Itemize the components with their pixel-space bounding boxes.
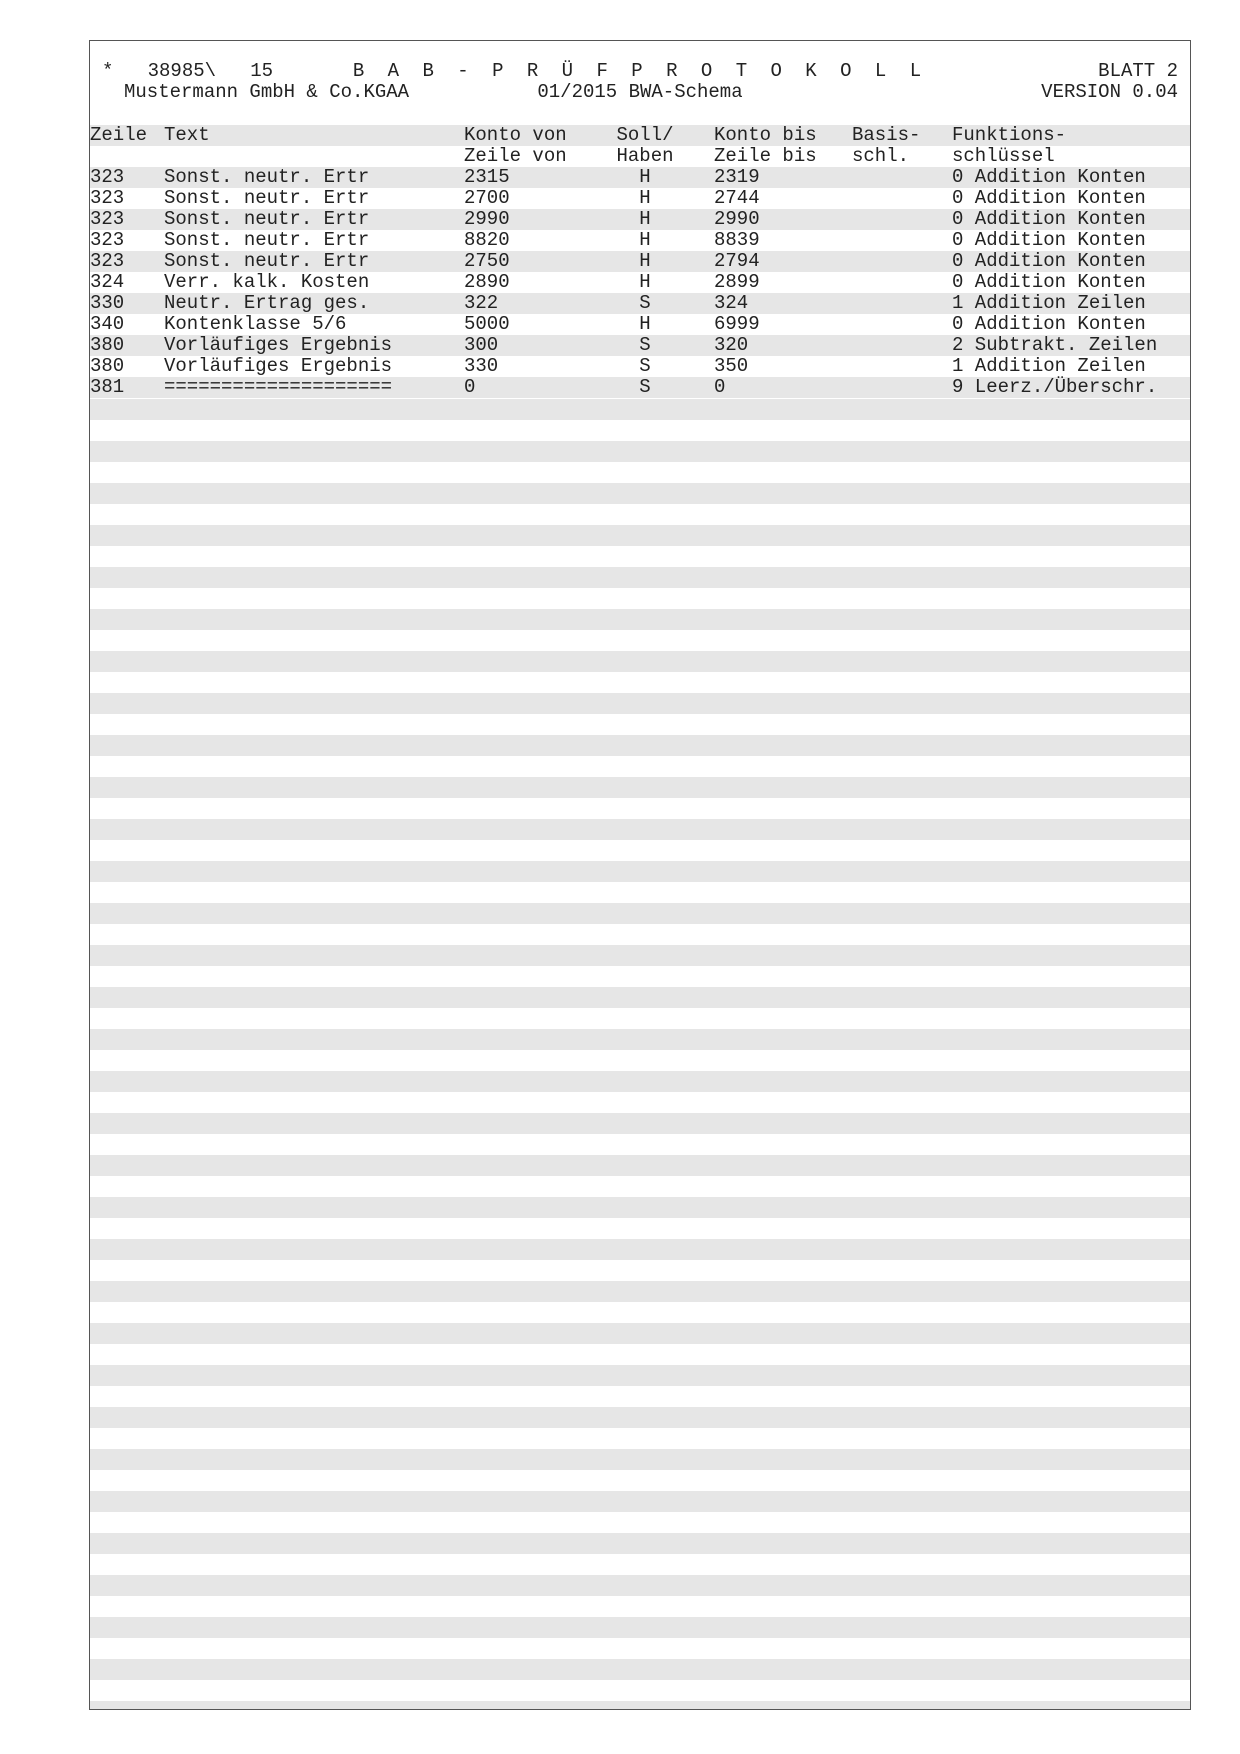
cell-text: Vorläufiges Ergebnis — [164, 334, 393, 356]
cell-text: Verr. kalk. Kosten — [164, 271, 370, 293]
empty-stripe — [90, 1491, 1190, 1512]
empty-stripe — [90, 1470, 1190, 1491]
empty-stripe — [90, 399, 1190, 420]
empty-stripe — [90, 462, 1190, 483]
col-header-soll: Soll/ — [616, 124, 674, 146]
col-header-konto-von: Konto von — [464, 124, 567, 146]
empty-stripe — [90, 1680, 1190, 1701]
empty-stripe — [90, 1365, 1190, 1386]
empty-stripe — [90, 1575, 1190, 1596]
cell-konto-bis: 2794 — [714, 250, 760, 272]
empty-stripe — [90, 1659, 1190, 1680]
empty-stripe — [90, 1155, 1190, 1176]
cell-zeile: 380 — [90, 355, 125, 377]
cell-zeile: 340 — [90, 313, 125, 335]
cell-konto-von: 2750 — [464, 250, 510, 272]
col-header-basis: Basis- — [852, 124, 921, 146]
cell-funktion: 0 Addition Konten — [952, 208, 1146, 230]
company-name: Mustermann GmbH & Co.KGAA — [124, 81, 410, 103]
cell-soll-haben: S — [639, 334, 651, 356]
cell-soll-haben: H — [639, 271, 651, 293]
cell-konto-von: 2890 — [464, 271, 510, 293]
cell-konto-von: 0 — [464, 376, 476, 398]
protocol-table — [90, 125, 1190, 1709]
empty-stripe — [90, 441, 1190, 462]
cell-funktion: 0 Addition Konten — [952, 271, 1146, 293]
cell-soll-haben: H — [639, 187, 651, 209]
sheet-number: BLATT 2 — [1098, 60, 1178, 82]
cell-konto-von: 322 — [464, 292, 499, 314]
empty-stripes — [90, 399, 1190, 1709]
col-header-zeile: Zeile — [90, 124, 148, 146]
empty-stripe — [90, 777, 1190, 798]
empty-stripe — [90, 924, 1190, 945]
cell-text: Sonst. neutr. Ertr — [164, 166, 370, 188]
empty-stripe — [90, 1596, 1190, 1617]
empty-stripe — [90, 1092, 1190, 1113]
empty-stripe — [90, 966, 1190, 987]
cell-funktion: 1 Addition Zeilen — [952, 292, 1146, 314]
empty-stripe — [90, 588, 1190, 609]
cell-zeile: 323 — [90, 187, 125, 209]
empty-stripe — [90, 1281, 1190, 1302]
empty-stripe — [90, 1638, 1190, 1659]
cell-zeile: 323 — [90, 166, 125, 188]
cell-zeile: 323 — [90, 250, 125, 272]
cell-konto-von: 2990 — [464, 208, 510, 230]
empty-stripe — [90, 1134, 1190, 1155]
table-row — [90, 356, 1190, 377]
empty-stripe — [90, 861, 1190, 882]
table-row — [90, 251, 1190, 272]
empty-stripe — [90, 567, 1190, 588]
col-header-konto-bis: Konto bis — [714, 124, 817, 146]
cell-soll-haben: S — [639, 355, 651, 377]
col-header-zeile-von: Zeile von — [464, 145, 567, 167]
empty-stripe — [90, 525, 1190, 546]
cell-soll-haben: H — [639, 250, 651, 272]
cell-funktion: 1 Addition Zeilen — [952, 355, 1146, 377]
col-header-schluessel: schlüssel — [952, 145, 1055, 167]
cell-text: ==================== — [164, 376, 393, 398]
empty-stripe — [90, 1701, 1190, 1710]
cell-text: Neutr. Ertrag ges. — [164, 292, 370, 314]
empty-stripe — [90, 1239, 1190, 1260]
empty-stripe — [90, 1344, 1190, 1365]
empty-stripe — [90, 1113, 1190, 1134]
cell-funktion: 0 Addition Konten — [952, 313, 1146, 335]
cell-text: Sonst. neutr. Ertr — [164, 187, 370, 209]
cell-text: Sonst. neutr. Ertr — [164, 208, 370, 230]
col-header-text: Text — [164, 124, 210, 146]
table-header-row-1 — [90, 125, 1190, 146]
empty-stripe — [90, 1050, 1190, 1071]
table-row — [90, 377, 1190, 398]
table-row — [90, 230, 1190, 251]
empty-stripe — [90, 693, 1190, 714]
empty-stripe — [90, 1533, 1190, 1554]
empty-stripe — [90, 987, 1190, 1008]
empty-stripe — [90, 1260, 1190, 1281]
col-header-zeile-bis: Zeile bis — [714, 145, 817, 167]
table-row — [90, 272, 1190, 293]
empty-stripe — [90, 630, 1190, 651]
cell-konto-bis: 8839 — [714, 229, 760, 251]
empty-stripe — [90, 1197, 1190, 1218]
cell-soll-haben: S — [639, 376, 651, 398]
header-center — [90, 61, 1190, 103]
cell-zeile: 380 — [90, 334, 125, 356]
cell-zeile: 330 — [90, 292, 125, 314]
document-subtitle: 01/2015 BWA-Schema — [537, 81, 743, 103]
empty-stripe — [90, 1302, 1190, 1323]
cell-funktion: 2 Subtrakt. Zeilen — [952, 334, 1158, 356]
cell-soll-haben: H — [639, 229, 651, 251]
col-header-haben: Haben — [616, 145, 674, 167]
cell-konto-bis: 2990 — [714, 208, 760, 230]
empty-stripe — [90, 1449, 1190, 1470]
cell-konto-von: 5000 — [464, 313, 510, 335]
empty-stripe — [90, 798, 1190, 819]
cell-zeile: 323 — [90, 229, 125, 251]
table-row — [90, 293, 1190, 314]
cell-konto-bis: 2899 — [714, 271, 760, 293]
empty-stripe — [90, 1386, 1190, 1407]
empty-stripe — [90, 1554, 1190, 1575]
page-header — [90, 41, 1190, 126]
table-row — [90, 188, 1190, 209]
empty-stripe — [90, 609, 1190, 630]
empty-stripe — [90, 420, 1190, 441]
table-body — [90, 167, 1190, 398]
cell-soll-haben: H — [639, 166, 651, 188]
table-row — [90, 335, 1190, 356]
empty-stripe — [90, 1029, 1190, 1050]
empty-stripe — [90, 1428, 1190, 1449]
table-row — [90, 314, 1190, 335]
cell-konto-von: 2700 — [464, 187, 510, 209]
empty-stripe — [90, 1617, 1190, 1638]
cell-funktion: 0 Addition Konten — [952, 187, 1146, 209]
protocol-page — [89, 40, 1191, 1710]
version-label: VERSION 0.04 — [1041, 81, 1178, 103]
cell-text: Kontenklasse 5/6 — [164, 313, 347, 335]
cell-konto-von: 300 — [464, 334, 499, 356]
cell-konto-von: 2315 — [464, 166, 510, 188]
empty-stripe — [90, 1512, 1190, 1533]
empty-stripe — [90, 840, 1190, 861]
empty-stripe — [90, 546, 1190, 567]
cell-soll-haben: S — [639, 292, 651, 314]
empty-stripe — [90, 714, 1190, 735]
table-row — [90, 167, 1190, 188]
cell-funktion: 0 Addition Konten — [952, 166, 1146, 188]
cell-konto-bis: 2319 — [714, 166, 760, 188]
empty-stripe — [90, 882, 1190, 903]
empty-stripe — [90, 756, 1190, 777]
cell-konto-bis: 2744 — [714, 187, 760, 209]
cell-konto-bis: 350 — [714, 355, 749, 377]
cell-zeile: 323 — [90, 208, 125, 230]
empty-stripe — [90, 1071, 1190, 1092]
empty-stripe — [90, 945, 1190, 966]
empty-stripe — [90, 1407, 1190, 1428]
cell-zeile: 324 — [90, 271, 125, 293]
empty-stripe — [90, 735, 1190, 756]
empty-stripe — [90, 651, 1190, 672]
header-id-line: * 38985\ 15 — [102, 60, 274, 82]
cell-text: Sonst. neutr. Ertr — [164, 250, 370, 272]
empty-stripe — [90, 483, 1190, 504]
empty-stripe — [90, 672, 1190, 693]
cell-konto-von: 8820 — [464, 229, 510, 251]
empty-stripe — [90, 1008, 1190, 1029]
cell-text: Vorläufiges Ergebnis — [164, 355, 393, 377]
cell-soll-haben: H — [639, 313, 651, 335]
empty-stripe — [90, 1218, 1190, 1239]
cell-konto-bis: 6999 — [714, 313, 760, 335]
cell-text: Sonst. neutr. Ertr — [164, 229, 370, 251]
cell-konto-bis: 0 — [714, 376, 726, 398]
empty-stripe — [90, 1176, 1190, 1197]
cell-zeile: 381 — [90, 376, 125, 398]
cell-soll-haben: H — [639, 208, 651, 230]
col-header-schl: schl. — [852, 145, 910, 167]
empty-stripe — [90, 903, 1190, 924]
document-title: B A B - P R Ü F P R O T O K O L L — [352, 60, 928, 82]
table-header-row-2 — [90, 146, 1190, 167]
col-header-funktion: Funktions- — [952, 124, 1067, 146]
cell-konto-bis: 324 — [714, 292, 749, 314]
cell-konto-von: 330 — [464, 355, 499, 377]
empty-stripe — [90, 819, 1190, 840]
empty-stripe — [90, 504, 1190, 525]
cell-funktion: 9 Leerz./Überschr. — [952, 376, 1158, 398]
table-row — [90, 209, 1190, 230]
header-right — [1041, 61, 1178, 103]
cell-funktion: 0 Addition Konten — [952, 250, 1146, 272]
cell-konto-bis: 320 — [714, 334, 749, 356]
cell-funktion: 0 Addition Konten — [952, 229, 1146, 251]
empty-stripe — [90, 1323, 1190, 1344]
